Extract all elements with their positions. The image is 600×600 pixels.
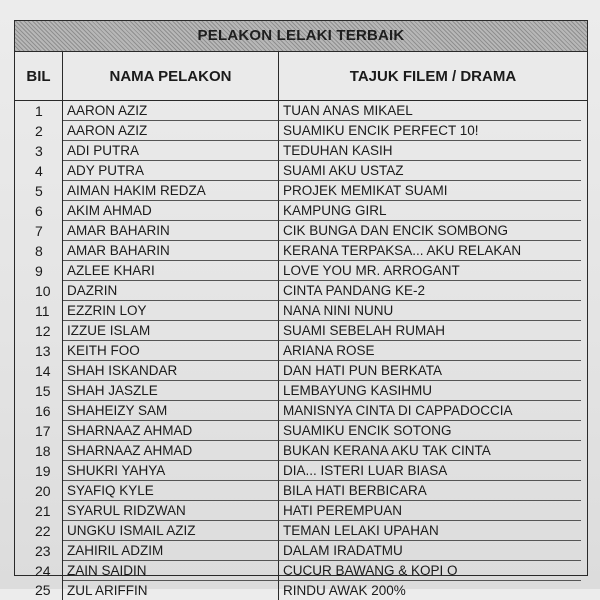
nama-cell: ZUL ARIFFIN <box>63 581 279 600</box>
bil-cell: 21 <box>15 501 63 521</box>
tajuk-cell: DIA... ISTERI LUAR BIASA <box>279 461 581 481</box>
tajuk-cell: TEMAN LELAKI UPAHAN <box>279 521 581 541</box>
bil-cell: 11 <box>15 301 63 321</box>
header-nama-pelakon: NAMA PELAKON <box>63 52 279 100</box>
bil-cell: 6 <box>15 201 63 221</box>
tajuk-cell: SUAMI AKU USTAZ <box>279 161 581 181</box>
table-row <box>15 481 587 501</box>
nama-cell: EZZRIN LOY <box>63 301 279 321</box>
header-tajuk-filem: TAJUK FILEM / DRAMA <box>349 67 517 85</box>
nama-cell: ADI PUTRA <box>63 141 279 161</box>
bil-cell: 19 <box>15 461 63 481</box>
bil-cell: 2 <box>15 121 63 141</box>
nama-cell: AARON AZIZ <box>63 121 279 141</box>
nama-cell: DAZRIN <box>63 281 279 301</box>
bil-cell: 10 <box>15 281 63 301</box>
tajuk-cell: CINTA PANDANG KE-2 <box>279 281 581 301</box>
bil-cell: 5 <box>15 181 63 201</box>
nama-cell: AZLEE KHARI <box>63 261 279 281</box>
nama-cell: AIMAN HAKIM REDZA <box>63 181 279 201</box>
bil-cell: 20 <box>15 481 63 501</box>
table-row <box>15 141 587 161</box>
table-row <box>15 181 587 201</box>
table-row <box>15 501 587 521</box>
table-row <box>15 261 587 281</box>
tajuk-cell: RINDU AWAK 200% <box>283 583 406 598</box>
table-row <box>15 241 587 261</box>
nama-cell: SHAH ISKANDAR <box>63 361 279 381</box>
nama-cell: ZAHIRIL ADZIM <box>63 541 279 561</box>
bil-cell: 14 <box>15 361 63 381</box>
bil-cell: 18 <box>15 441 63 461</box>
nama-cell: ZAIN SAIDIN <box>63 561 279 581</box>
nama-cell: SHARNAAZ AHMAD <box>63 441 279 461</box>
tajuk-cell: DALAM IRADATMU <box>279 541 581 561</box>
table-body <box>15 101 587 598</box>
bil-cell: 8 <box>15 241 63 261</box>
table-row <box>15 381 587 401</box>
table-row <box>15 161 587 181</box>
table-row <box>15 561 587 581</box>
tajuk-cell: SUAMIKU ENCIK SOTONG <box>279 421 581 441</box>
table-row <box>15 101 587 121</box>
table-row <box>15 121 587 141</box>
tajuk-cell: SUAMIKU ENCIK PERFECT 10! <box>279 121 581 141</box>
nama-cell: SHUKRI YAHYA <box>63 461 279 481</box>
bil-cell: 7 <box>15 221 63 241</box>
nama-cell: SYARUL RIDZWAN <box>63 501 279 521</box>
table-title: PELAKON LELAKI TERBAIK <box>15 21 587 52</box>
tajuk-cell: KAMPUNG GIRL <box>279 201 581 221</box>
table-row <box>15 541 587 561</box>
bil-cell: 15 <box>15 381 63 401</box>
bil-cell: 4 <box>15 161 63 181</box>
table-row <box>15 341 587 361</box>
table-row <box>15 281 587 301</box>
nama-cell: IZZUE ISLAM <box>63 321 279 341</box>
tajuk-cell: BILA HATI BERBICARA <box>279 481 581 501</box>
table-row <box>15 401 587 421</box>
tajuk-cell: SUAMI SEBELAH RUMAH <box>279 321 581 341</box>
table-row <box>15 321 587 341</box>
header-row <box>15 52 587 101</box>
table-row <box>15 361 587 381</box>
tajuk-cell: TEDUHAN KASIH <box>279 141 581 161</box>
bil-cell: 13 <box>15 341 63 361</box>
nama-cell: ADY PUTRA <box>63 161 279 181</box>
tajuk-cell: LOVE YOU MR. ARROGANT <box>279 261 581 281</box>
tajuk-cell: CIK BUNGA DAN ENCIK SOMBONG <box>279 221 581 241</box>
nominee-table <box>14 20 588 598</box>
table-row <box>15 221 587 241</box>
tajuk-cell: HATI PEREMPUAN <box>279 501 581 521</box>
nama-cell: KEITH FOO <box>63 341 279 361</box>
tajuk-cell: NANA NINI NUNU <box>279 301 581 321</box>
bil-cell: 23 <box>15 541 63 561</box>
bil-cell: 12 <box>15 321 63 341</box>
nama-cell: SHAH JASZLE <box>63 381 279 401</box>
bil-cell: 25 <box>15 581 63 600</box>
tajuk-cell: CUCUR BAWANG & KOPI O <box>279 561 581 581</box>
nama-cell: UNGKU ISMAIL AZIZ <box>63 521 279 541</box>
tajuk-cell: ARIANA ROSE <box>279 341 581 361</box>
tajuk-cell: TUAN ANAS MIKAEL <box>279 101 581 121</box>
bil-cell: 9 <box>15 261 63 281</box>
table-row <box>15 461 587 481</box>
tajuk-cell: MANISNYA CINTA DI CAPPADOCCIA <box>279 401 581 421</box>
table-row <box>15 441 587 461</box>
tajuk-cell: LEMBAYUNG KASIHMU <box>279 381 581 401</box>
nama-cell: AMAR BAHARIN <box>63 221 279 241</box>
nama-cell: AMAR BAHARIN <box>63 241 279 261</box>
tajuk-cell: PROJEK MEMIKAT SUAMI <box>279 181 581 201</box>
table-row <box>15 581 587 600</box>
nama-cell: SYAFIQ KYLE <box>63 481 279 501</box>
nama-cell: AKIM AHMAD <box>63 201 279 221</box>
nama-cell: SHAHEIZY SAM <box>63 401 279 421</box>
table-row <box>15 201 587 221</box>
table-row <box>15 521 587 541</box>
nama-cell: AARON AZIZ <box>63 101 279 121</box>
bil-cell: 17 <box>15 421 63 441</box>
tajuk-cell: BUKAN KERANA AKU TAK CINTA <box>279 441 581 461</box>
bil-cell: 24 <box>15 561 63 581</box>
bil-cell: 3 <box>15 141 63 161</box>
nama-cell: SHARNAAZ AHMAD <box>63 421 279 441</box>
bil-cell: 16 <box>15 401 63 421</box>
bil-cell: 22 <box>15 521 63 541</box>
table-row <box>15 301 587 321</box>
header-bil: BIL <box>15 52 63 100</box>
tajuk-cell: DAN HATI PUN BERKATA <box>279 361 581 381</box>
bil-cell: 1 <box>15 101 63 121</box>
tajuk-cell: KERANA TERPAKSA... AKU RELAKAN <box>279 241 581 261</box>
table-row <box>15 421 587 441</box>
